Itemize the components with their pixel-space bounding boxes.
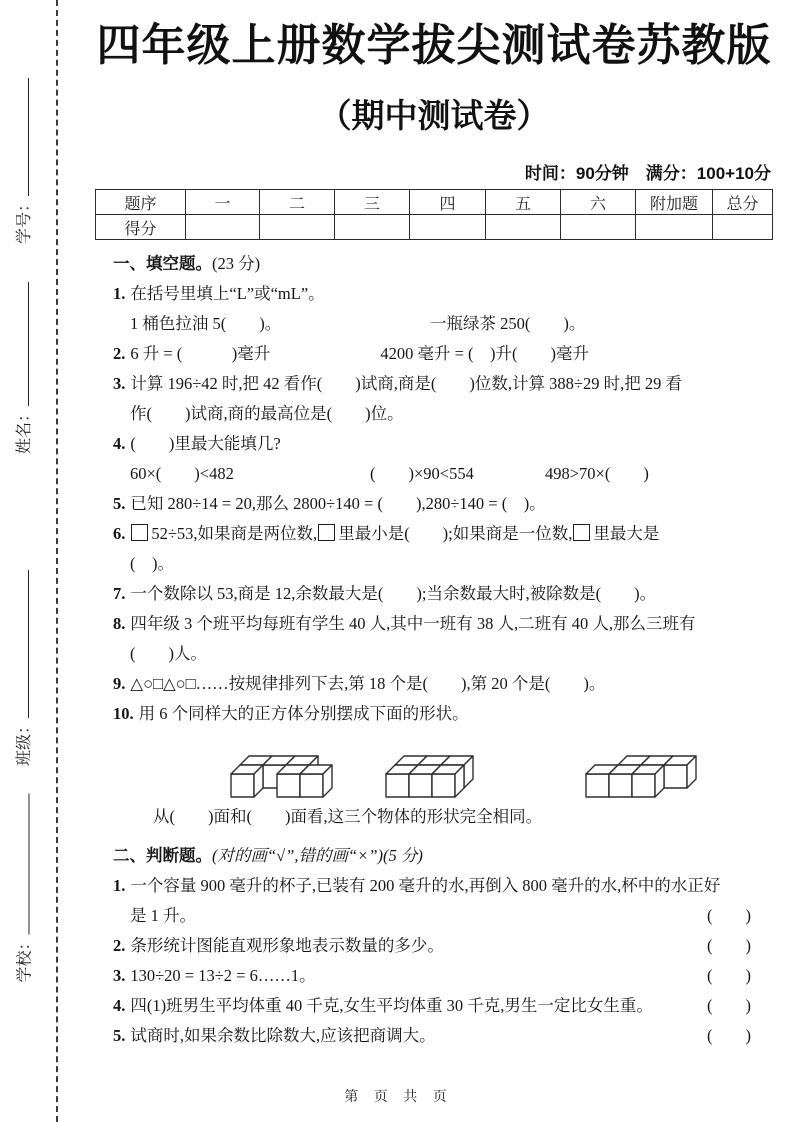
fill-q7: 7. 一个数除以 53,商是 12,余数最大是( );当余数最大时,被除数是( )。 (113, 584, 657, 603)
fill-q8-line2: ( )人。 (130, 644, 207, 663)
score-row-label: 得分 (96, 215, 186, 240)
judge-q1-line1: 1. 一个容量 900 毫升的杯子,已装有 200 毫升的水,再倒入 800 毫升的水,杯中的水正好 (113, 876, 721, 895)
fill-q3-line1: 3. 计算 196÷42 时,把 42 看作( )试商,商是( )位数,计算 388÷29 时,把 29 看 (113, 374, 682, 393)
score-cell-empty (486, 215, 561, 240)
fill-q6-line1: 6. 52÷53,如果商是两位数, 里最小是( );如果商是一位数, 里最大是 (113, 524, 660, 543)
answer-bracket: ( ) (707, 1026, 751, 1045)
answer-bracket: ( ) (707, 906, 751, 925)
fill-q3-line2: 作( )试商,商的最高位是( )位。 (130, 404, 404, 423)
class-blank-line (14, 570, 29, 718)
answer-bracket: ( ) (707, 966, 751, 985)
class-label: 班级： (16, 717, 33, 766)
score-cell-empty (636, 215, 713, 240)
section-2-note: (对的画“√”,错的画“×”)(5 分) (212, 846, 423, 865)
score-table-cell: 总分 (713, 190, 773, 215)
answer-bracket: ( ) (707, 996, 751, 1015)
fill-q1: 1. 在括号里填上“L”或“mL”。 (113, 284, 325, 303)
section-1-heading (113, 249, 773, 279)
score-table (95, 189, 773, 240)
score-cell-empty (561, 215, 636, 240)
school-label: 学校： (16, 934, 34, 983)
score-table-cell: 五 (486, 190, 561, 215)
section-2-heading (113, 841, 773, 871)
student-number-label: 学号： (16, 195, 33, 244)
score-table-header-row (96, 190, 773, 215)
fill-q6-line2: ( )。 (130, 554, 174, 573)
score-cell-empty (335, 215, 410, 240)
cube-figures-row (113, 734, 773, 802)
class-field (13, 564, 37, 766)
seal-dashed-line (56, 0, 58, 1122)
score-cell-empty (260, 215, 335, 240)
cube-figure-3 (583, 738, 699, 802)
answer-bracket: ( ) (707, 936, 751, 955)
fill-q5: 5. 已知 280÷14 = 20,那么 2800÷140 = ( ),280÷140 = ( )。 (113, 494, 546, 513)
score-table-cell: 四 (410, 190, 486, 215)
section-1-points: (23 分) (212, 254, 261, 273)
score-cell-empty (186, 215, 260, 240)
fill-q8-line1: 8. 四年级 3 个班平均每班有学生 40 人,其中一班有 38 人,二班有 40 人,那么三班有 (113, 614, 696, 633)
student-name-label: 姓名： (16, 405, 33, 454)
score-table-score-row (96, 215, 773, 240)
exam-time-score-meta: 时间：90分钟 满分：100+10分 (524, 164, 771, 183)
blank-box (573, 524, 590, 541)
school-blank-line (15, 793, 30, 934)
student-number-blank-line (14, 78, 29, 196)
cube-figure-1 (228, 738, 338, 802)
page-title: 四年级上册数学拔尖测试卷苏教版 (96, 21, 772, 70)
judge-q2: 2. 条形统计图能直观形象地表示数量的多少。 ( ) (113, 931, 773, 961)
fill-q1-subline: 1 桶色拉油 5( )。 一瓶绿茶 250( )。 (130, 314, 586, 333)
fill-q2: 2. 6 升 = ( )毫升 4200 毫升 = ( )升( )毫升 (113, 344, 590, 363)
score-table-cell: 附加题 (636, 190, 713, 215)
fill-q4: 4. ( )里最大能填几? (113, 434, 281, 453)
fill-q10-caption: 从( )面和( )面看,这三个物体的形状完全相同。 (153, 807, 543, 826)
score-table-cell: 六 (561, 190, 636, 215)
main-column (95, 0, 773, 1051)
score-cell-empty (410, 215, 486, 240)
student-name-field (13, 276, 37, 454)
score-table-cell: 二 (260, 190, 335, 215)
fill-q9: 9. △○□△○□……按规律排列下去,第 18 个是( ),第 20 个是( )。 (113, 674, 606, 693)
judge-q4: 4. 四(1)班男生平均体重 40 千克,女生平均体重 30 千克,男生一定比女生重。 ( ) (113, 991, 773, 1021)
student-number-field (13, 72, 37, 244)
judge-q3: 3. 130÷20 = 13÷2 = 6……1。 ( ) (113, 961, 773, 991)
student-name-blank-line (14, 282, 29, 406)
judge-q1-line2: 是 1 升。 ( ) (113, 901, 773, 931)
cube-figure-2 (383, 738, 493, 802)
blank-box (318, 524, 335, 541)
section-2-title: 二、判断题。 (113, 846, 212, 865)
score-table-cell: 题序 (96, 190, 186, 215)
score-cell-empty (713, 215, 773, 240)
exam-subtitle: （期中测试卷） (318, 97, 550, 134)
score-table-cell: 三 (335, 190, 410, 215)
questions-area (95, 249, 773, 1051)
school-field (14, 788, 38, 983)
blank-box (131, 524, 148, 541)
judge-q5: 5. 试商时,如果余数比除数大,应该把商调大。 ( ) (113, 1021, 773, 1051)
page-footer: 第 页 共 页 (344, 1090, 449, 1105)
score-table-cell: 一 (186, 190, 260, 215)
fill-q10: 10. 用 6 个同样大的正方体分别摆成下面的形状。 (113, 704, 469, 723)
fill-q4-items: 60×( )<482 ( )×90<554 498>70×( ) (130, 464, 649, 483)
section-1-title: 一、填空题。 (113, 254, 212, 273)
